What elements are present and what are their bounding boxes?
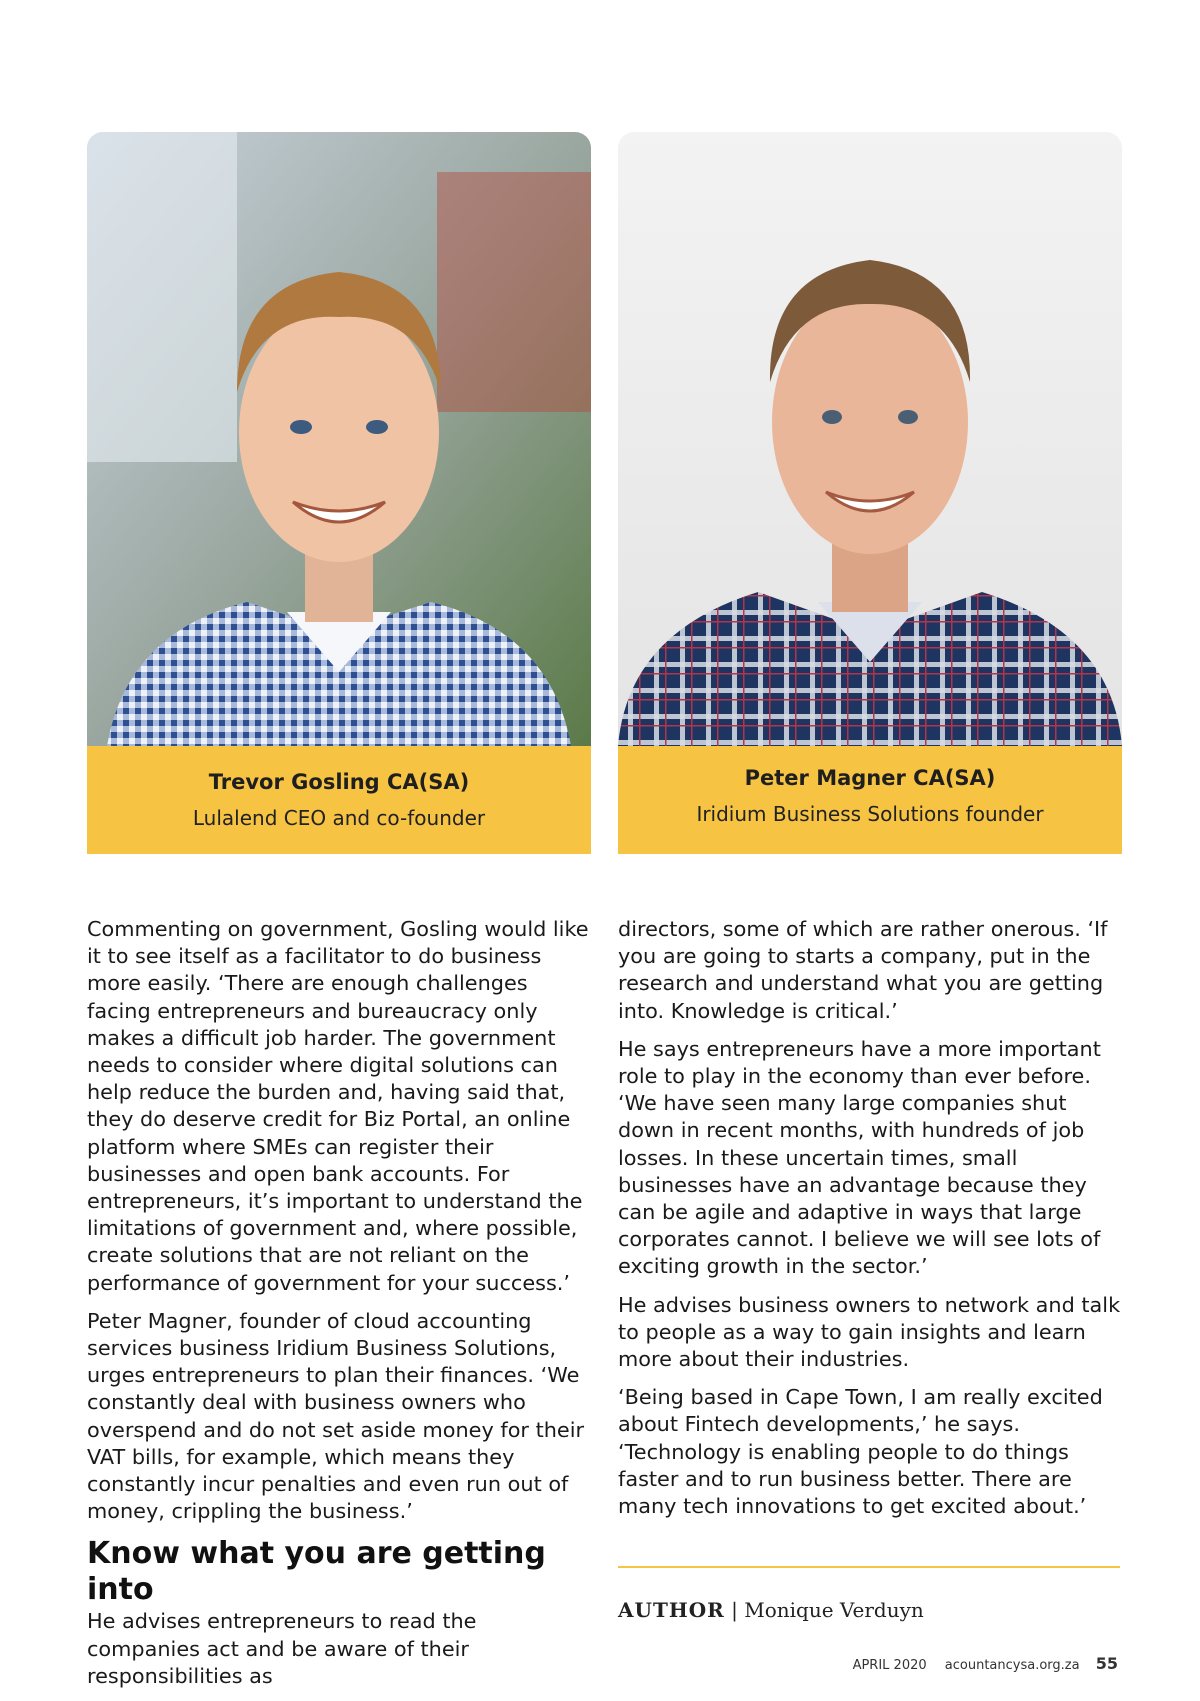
article-column-left [87, 916, 595, 1701]
issue-date: APRIL 2020 [852, 1658, 927, 1673]
article-paragraph: He advises business owners to network and talk to people as a way to gain insights and learn more about their industries. [618, 1292, 1121, 1372]
profile-caption-magner [618, 746, 1122, 854]
portrait-photo-gosling [87, 132, 591, 746]
author-separator: | [731, 1598, 738, 1622]
author-name: Monique Verduyn [744, 1598, 924, 1622]
article-paragraph: Commenting on government, Gosling would like it to see itself as a facilitator to do business more easily. ‘There are enough challenges facing entrepreneurs and bureaucracy only makes a difficult job harder. The government needs to consider where digital solutions can help reduce the burden and, having said that, they do deserve credit for Biz Portal, an online platform where SMEs can register their businesses and open bank accounts. For entrepreneurs, it’s important to understand the limitations of government and, where possible, create solutions that are not reliant on the performance of government for your success.’ [87, 917, 589, 1295]
page-number: 55 [1095, 1654, 1118, 1673]
profile-role: Lulalend CEO and co-founder [192, 806, 486, 830]
author-credit [618, 1598, 924, 1622]
article-column-right [618, 916, 1126, 1531]
profile-role: Iridium Business Solutions founder [696, 802, 1044, 826]
article-paragraph: ‘Being based in Cape Town, I am really excited about Fintech developments,’ he says. ‘Technology is enabling people to do things faster and to run business better. There are many tech innovations to get excited about.’ [618, 1385, 1103, 1519]
profile-card-gosling [87, 132, 591, 854]
article-paragraph: directors, some of which are rather onerous. ‘If you are going to starts a company, put in the research and understand what you are getting into. Knowledge is critical.’ [618, 917, 1108, 1023]
profile-name: Trevor Gosling CA(SA) [208, 770, 470, 794]
article-paragraph: He says entrepreneurs have a more important role to play in the economy than ever before. ‘We have seen many large companies shut down in recent months, with hundreds of job losses. In these uncertain times, small businesses have an advantage because they can be agile and adaptive in ways that large corporates cannot. I believe we will see lots of exciting growth in the sector.’ [618, 1036, 1101, 1279]
profile-name: Peter Magner CA(SA) [744, 766, 996, 790]
author-label: AUTHOR [618, 1598, 725, 1622]
portrait-photo-magner [618, 132, 1122, 746]
website-link[interactable]: acountancysa.org.za [944, 1658, 1080, 1673]
article-paragraph: He advises entrepreneurs to read the companies act and be aware of their responsibilities as [87, 1609, 477, 1688]
article-paragraph: Peter Magner, founder of cloud accounting services business Iridium Business Solutions, urges entrepreneurs to plan their finances. ‘We constantly deal with business owners who overspend and do not set aside money for their VAT bills, for example, which means they constantly incur penalties and even run out of money, crippling the business.’ [87, 1308, 585, 1524]
profile-caption-gosling [87, 746, 591, 854]
profile-card-magner [618, 132, 1122, 854]
section-heading: Know what you are getting into [87, 1536, 546, 1608]
divider-rule [618, 1566, 1120, 1568]
page-footer [853, 1654, 1118, 1673]
